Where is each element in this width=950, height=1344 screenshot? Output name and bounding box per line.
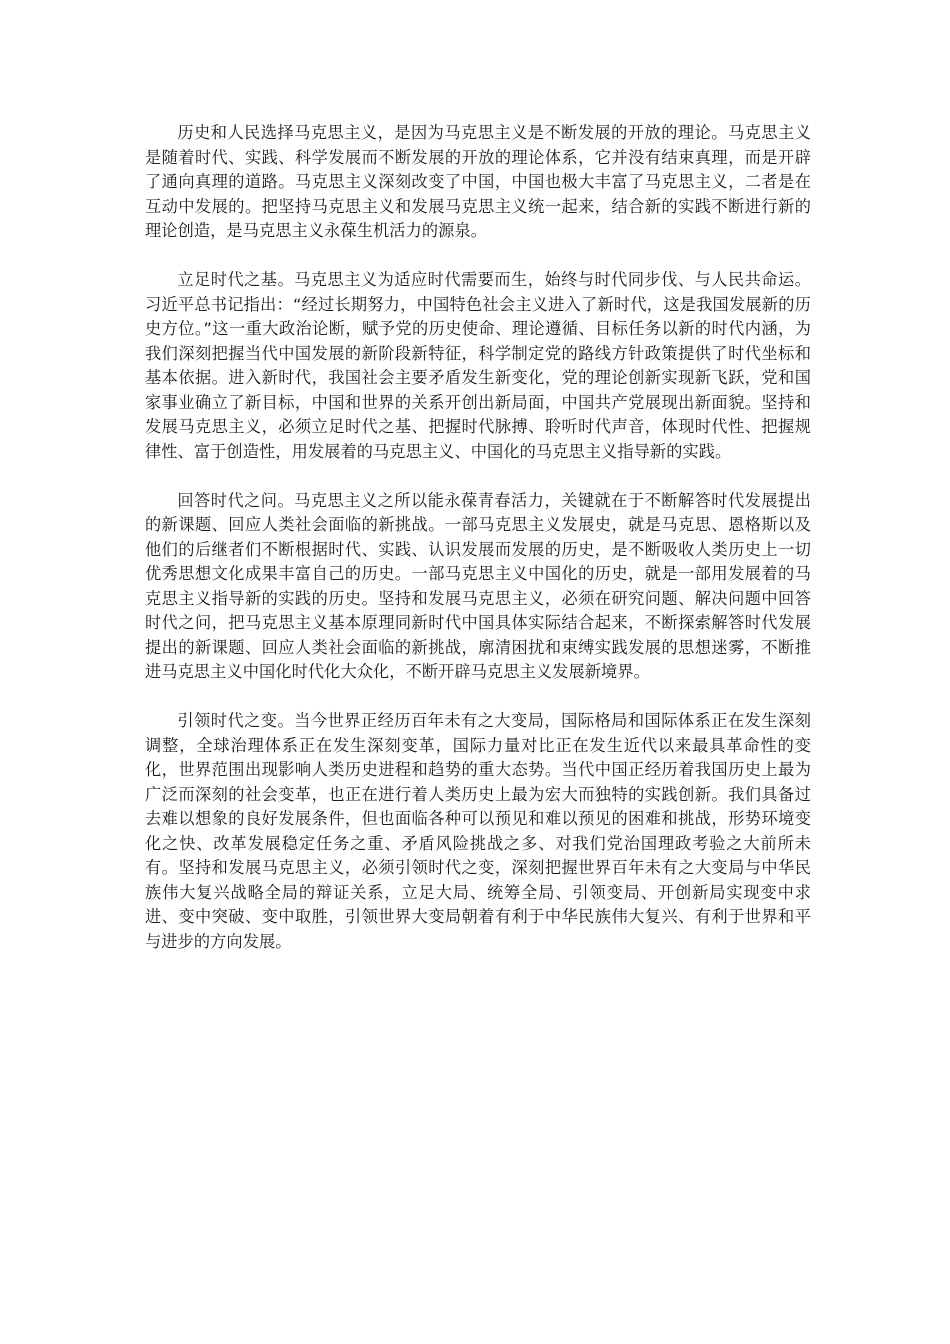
document-page [145, 121, 811, 954]
paragraph-2: 立足时代之基。马克思主义为适应时代需要而生，始终与时代同步伐、与人民共命运。习近平总书记指出：“经过长期努力，中国特色社会主义进入了新时代，这是我国发展新的历史方位。”这一重大政治论断，赋予党的历史使命、理论遵循、目标任务以新的时代内涵，为我们深刻把握当代中国发展的新阶段新特征，科学制定党的路线方针政策提供了时代坐标和基本依据。进入新时代，我国社会主要矛盾发生新变化，党的理论创新实现新飞跃，党和国家事业确立了新目标，中国和世界的关系开创出新局面，中国共产党展现出新面貌。坚持和发展马克思主义，必须立足时代之基、把握时代脉搏、聆听时代声音，体现时代性、把握规律性、富于创造性，用发展着的马克思主义、中国化的马克思主义指导新的实践。 [145, 270, 811, 461]
paragraph-1: 历史和人民选择马克思主义，是因为马克思主义是不断发展的开放的理论。马克思主义是随着时代、实践、科学发展而不断发展的开放的理论体系，它并没有结束真理，而是开辟了通向真理的道路。马克思主义深刻改变了中国，中国也极大丰富了马克思主义，二者是在互动中发展的。把坚持马克思主义和发展马克思主义统一起来，结合新的实践不断进行新的理论创造，是马克思主义永葆生机活力的源泉。 [145, 123, 811, 240]
paragraph-3: 回答时代之问。马克思主义之所以能永葆青春活力，关键就在于不断解答时代发展提出的新课题、回应人类社会面临的新挑战。一部马克思主义发展史，就是马克思、恩格斯以及他们的后继者们不断根据时代、实践、认识发展而发展的历史，是不断吸收人类历史上一切优秀思想文化成果丰富自己的历史。一部马克思主义中国化的历史，就是一部用发展着的马克思主义指导新的实践的历史。坚持和发展马克思主义，必须在研究问题、解决问题中回答时代之问，把马克思主义基本原理同新时代中国具体实际结合起来，不断探索解答时代发展提出的新课题、回应人类社会面临的新挑战，廓清困扰和束缚实践发展的思想迷雾，不断推进马克思主义中国化时代化大众化，不断开辟马克思主义发展新境界。 [145, 490, 811, 681]
paragraph-4: 引领时代之变。当今世界正经历百年未有之大变局，国际格局和国际体系正在发生深刻调整，全球治理体系正在发生深刻变革，国际力量对比正在发生近代以来最具革命性的变化，世界范围出现影响人类历史进程和趋势的重大态势。当代中国正经历着我国历史上最为广泛而深刻的社会变革，也正在进行着人类历史上最为宏大而独特的实践创新。我们具备过去难以想象的良好发展条件，但也面临各种可以预见和难以预见的困难和挑战，形势环境变化之快、改革发展稳定任务之重、矛盾风险挑战之多、对我们党治国理政考验之大前所未有。坚持和发展马克思主义，必须引领时代之变，深刻把握世界百年未有之大变局与中华民族伟大复兴战略全局的辩证关系，立足大局、统筹全局、引领变局、开创新局实现变中求进、变中突破、变中取胜，引领世界大变局朝着有利于中华民族伟大复兴、有利于世界和平与进步的方向发展。 [145, 711, 811, 951]
